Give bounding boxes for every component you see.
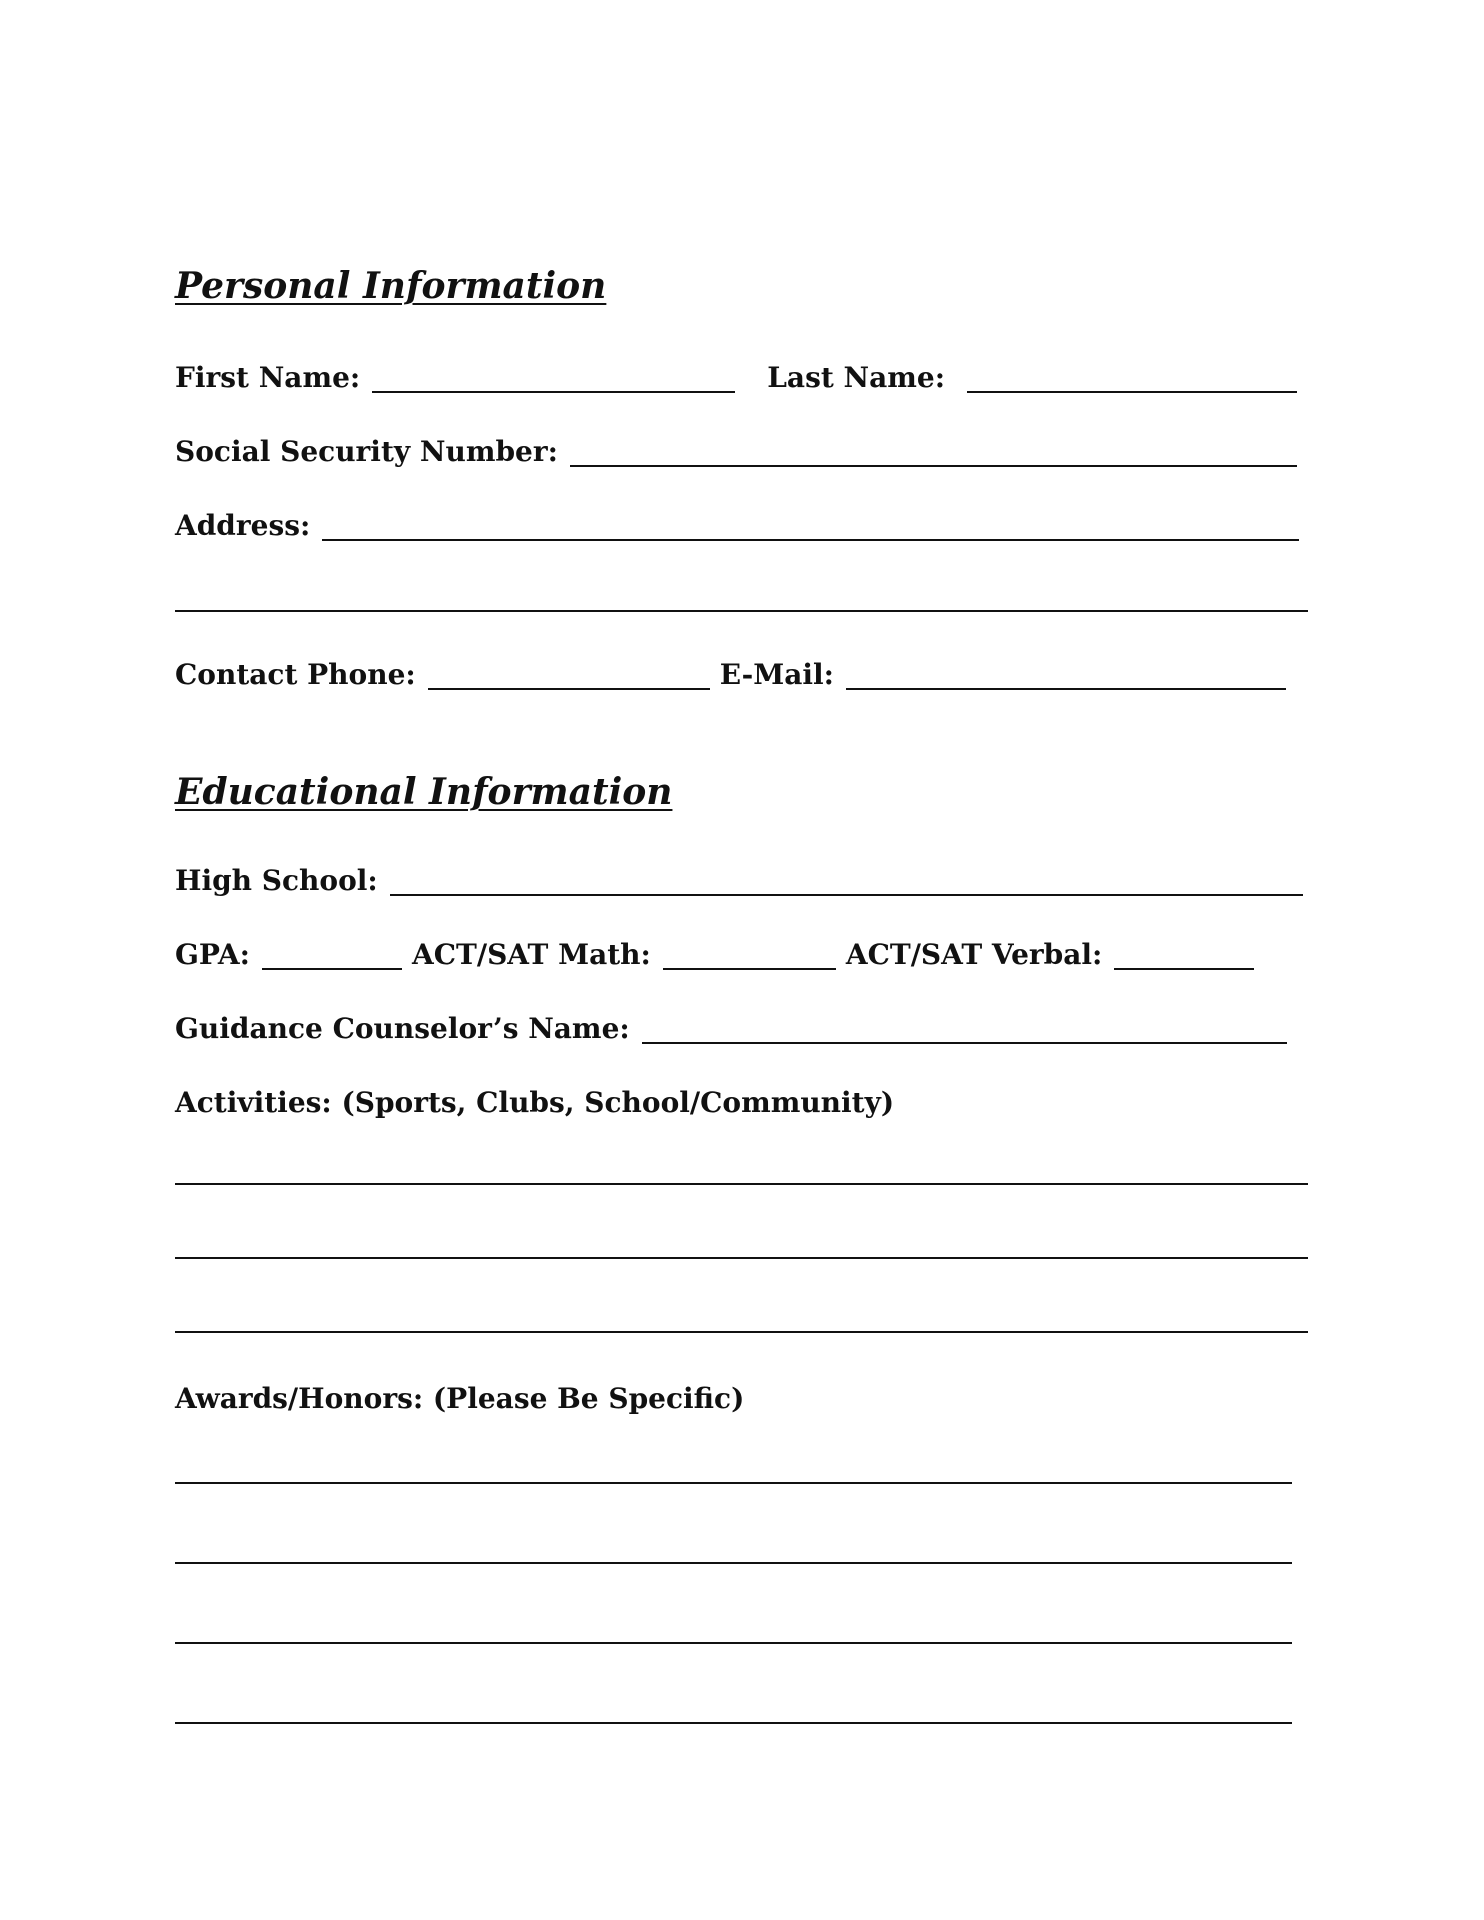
email-label: E-Mail: (719, 658, 834, 691)
contact-phone-field[interactable] (428, 686, 710, 690)
act-sat-math-field[interactable] (663, 966, 836, 970)
activities-label: Activities: (Sports, Clubs, School/Community) (175, 1086, 895, 1119)
address-label: Address: (175, 509, 311, 542)
activities-line-2[interactable] (175, 1257, 1308, 1259)
ssn-row (175, 429, 1297, 469)
awards-honors-label: Awards/Honors: (Please Be Specific) (175, 1382, 745, 1415)
ssn-label: Social Security Number: (175, 435, 558, 468)
first-name-field[interactable] (372, 389, 735, 393)
contact-row (175, 652, 1286, 692)
name-row (175, 355, 1297, 395)
act-sat-math-label: ACT/SAT Math: (412, 938, 651, 971)
counselor-row (175, 1006, 1287, 1046)
guidance-counselor-label: Guidance Counselor’s Name: (175, 1012, 630, 1045)
personal-information-heading: Personal Information (175, 265, 607, 307)
act-sat-verbal-field[interactable] (1114, 966, 1254, 970)
awards-row (175, 1376, 744, 1416)
high-school-row (175, 858, 1303, 898)
educational-information-heading: Educational Information (175, 771, 673, 813)
activities-line-1[interactable] (175, 1183, 1308, 1185)
contact-phone-label: Contact Phone: (175, 658, 416, 691)
high-school-field[interactable] (390, 892, 1303, 896)
gpa-field[interactable] (262, 966, 402, 970)
awards-line-2[interactable] (175, 1562, 1292, 1564)
address-row (175, 503, 1299, 543)
last-name-field[interactable] (967, 389, 1297, 393)
first-name-label: First Name: (175, 361, 361, 394)
awards-line-3[interactable] (175, 1642, 1292, 1644)
address-field-line-1[interactable] (322, 537, 1299, 541)
awards-line-4[interactable] (175, 1722, 1292, 1724)
gpa-label: GPA: (175, 938, 250, 971)
act-sat-verbal-label: ACT/SAT Verbal: (845, 938, 1103, 971)
scores-row (175, 932, 1254, 972)
address-field-line-2[interactable] (175, 610, 1308, 612)
activities-line-3[interactable] (175, 1331, 1308, 1333)
awards-line-1[interactable] (175, 1482, 1292, 1484)
ssn-field[interactable] (570, 463, 1297, 467)
email-field[interactable] (846, 686, 1286, 690)
last-name-label: Last Name: (767, 361, 946, 394)
guidance-counselor-field[interactable] (642, 1040, 1287, 1044)
activities-row (175, 1080, 894, 1120)
high-school-label: High School: (175, 864, 378, 897)
